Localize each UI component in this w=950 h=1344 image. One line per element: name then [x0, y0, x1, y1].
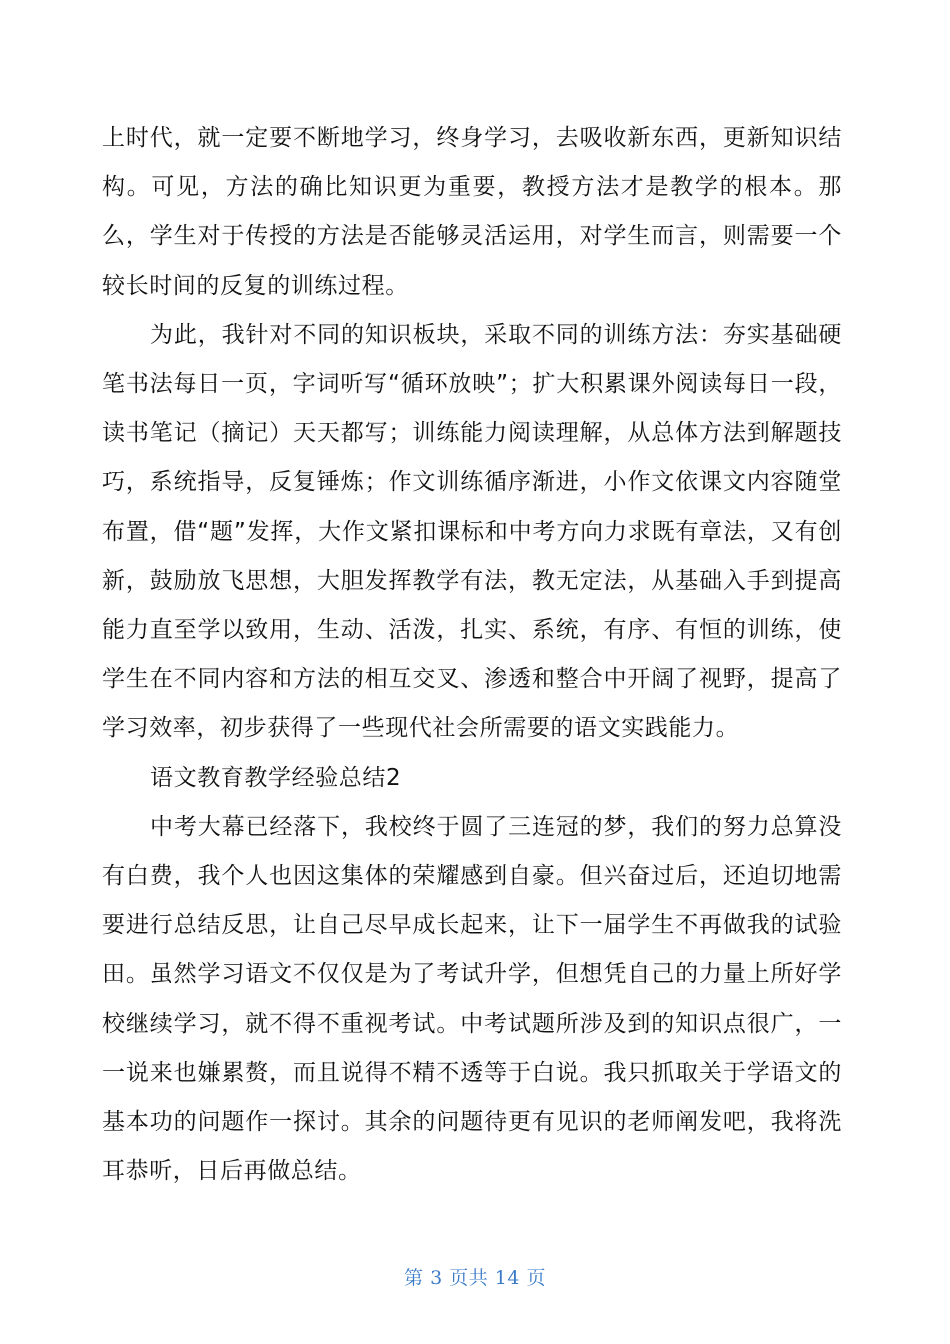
paragraph-continued: 上时代，就一定要不断地学习，终身学习，去吸收新东西，更新知识结构。可见，方法的确比知识更为重要，教授方法才是教学的根本。那么，学生对于传授的方法是否能够灵活运用，对学生而言，则需要一个较长时间的反复的训练过程。	[102, 125, 842, 299]
document-body	[102, 114, 842, 1196]
paragraph-exam-reflection: 中考大幕已经落下，我校终于圆了三连冠的梦，我们的努力总算没有白费，我个人也因这集体的荣耀感到自豪。但兴奋过后，还迫切地需要进行总结反思，让自己尽早成长起来，让下一届学生不再做我的试验田。虽然学习语文不仅仅是为了考试升学，但想凭自己的力量上所好学校继续学习，就不得不重视考试。中考试题所涉及到的知识点很广，一一说来也嫌累赘，而且说得不精不透等于白说。我只抓取关于学语文的基本功的问题作一探讨。其余的问题待更有见识的老师阐发吧，我将洗耳恭听，日后再做总结。	[102, 813, 842, 1185]
paragraph-training-methods: 为此，我针对不同的知识板块，采取不同的训练方法：夯实基础硬笔书法每日一页，字词听写“循环放映”；扩大积累课外阅读每日一段，读书笔记（摘记）天天都写；训练能力阅读理解，从总体方法到解题技巧，系统指导，反复锤炼；作文训练循序渐进，小作文依课文内容随堂布置，借“题”发挥，大作文紧扣课标和中考方向力求既有章法，又有创新，鼓励放飞思想，大胆发挥教学有法，教无定法，从基础入手到提高能力直至学以致用，生动、活泼，扎实、系统，有序、有恒的训练，使学生在不同内容和方法的相互交叉、渗透和整合中开阔了视野，提高了学习效率，初步获得了一些现代社会所需要的语文实践能力。	[102, 321, 842, 742]
page-number-footer: 第 3 页共 14 页	[404, 1267, 546, 1289]
section-heading: 语文教育教学经验总结2	[150, 764, 402, 791]
